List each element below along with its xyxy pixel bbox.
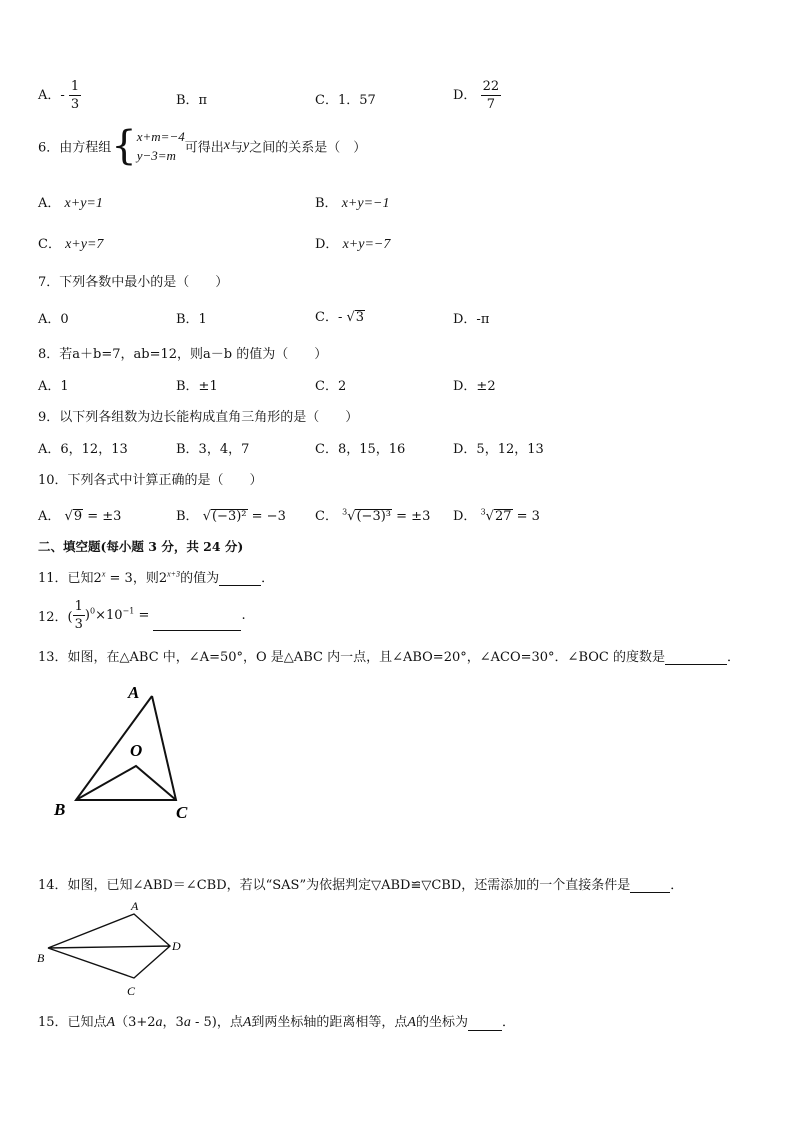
q6-option-a: A． x+y=1 [38,196,103,211]
q5-option-b: B．π [176,93,208,108]
label-o: O [130,741,143,760]
label-c: C [176,803,188,822]
equation-system: x+m=−4 y−3=m [136,129,185,163]
q6-option-b: B． x+y=−1 [315,196,390,211]
answer-blank[interactable] [153,616,241,631]
q6-stem: 6．由方程组{ x+m=−4 y−3=m 可得出x与y之间的关系是（ ） [38,123,367,169]
q14-stem: 14．如图，已知∠ABD＝∠CBD，若以“SAS”为依据判定▽ABD≌▽CBD，还需添加的一个直接条件是 ． [38,878,684,893]
answer-blank[interactable] [468,1016,502,1031]
label-d: D [172,939,181,953]
q8-option-a: A．1 [38,379,69,394]
q9-option-c: C．8，15，16 [315,442,406,457]
q5-option-a: A．- $\frac{1}{3}$ [38,79,80,112]
q10-option-b: B． √(−3)² = −3 [176,509,286,524]
q5-option-c: C．1．57 [315,93,376,108]
q7-option-b: B．1 [176,312,207,327]
triangle-abc [76,696,176,800]
q8-option-b: B．±1 [176,379,218,394]
q10-option-c: C． $^3$√(−3)³ = ±3 [315,507,431,524]
q9-option-a: A．6，12，13 [38,442,128,457]
q7-option-a: A．0 [38,312,69,327]
q10-option-a: A． √9 = ±3 [38,509,122,524]
q10-option-d: D． $^3$√27 = 3 [453,507,540,524]
section-heading: 二、填空题(每小题 3 分，共 24 分) [38,539,244,554]
q10-stem: 10．下列各式中计算正确的是（ ） [38,473,263,488]
q12-stem: 12．( $\frac{1}{3}$ )$^0\times 10^{-1}$ = . [38,599,246,632]
answer-blank[interactable] [665,650,727,665]
q7-stem: 7．下列各数中最小的是（ ） [38,275,229,290]
q7-option-c: C．- √3 [315,310,365,325]
q8-option-d: D．±2 [453,379,496,394]
q9-option-d: D．5，12，13 [453,442,544,457]
label-a: A [131,899,139,913]
answer-blank[interactable] [630,878,670,893]
q15-stem: 15．已知点A（3+2a，3a - 5)，点A到两坐标轴的距离相等，点A的坐标为 ． [38,1015,516,1030]
q9-option-b: B．3，4，7 [176,442,250,457]
label-b: B [54,800,66,819]
q6-option-c: C． x+y=7 [38,237,104,252]
q5-option-d: D． $\frac{22}{7}$ [453,79,500,112]
brace-symbol: { [111,123,137,169]
label-a: A [128,683,140,702]
q13-stem: 13．如图，在△ABC 中，∠A=50°，O 是△ABC 内一点，且∠ABO=20°，∠ACO=30°．∠BOC 的度数是 ． [38,650,740,665]
answer-blank[interactable] [219,571,261,586]
fraction-one-third: $\frac{1}{3}$ [70,79,80,112]
q8-stem: 8．若a＋b=7，ab=12，则a－b 的值为（ ） [38,347,328,362]
kite-figure-14 [34,896,194,1004]
kite-abcd [48,914,170,978]
q7-option-d: D．-π [453,312,490,327]
label-c: C [127,984,136,998]
triangle-figure-13 [40,678,210,828]
fraction-22-7: $\frac{22}{7}$ [482,79,500,112]
triangle-obc [76,766,176,800]
q9-stem: 9．以下列各组数为边长能构成直角三角形的是（ ） [38,410,359,425]
q11-stem: 11．已知$2^x = 3$，则$2^{x+3}$的值为 ． [38,569,275,586]
fraction-one-third: $\frac{1}{3}$ [74,599,83,632]
label-b: B [37,951,45,965]
q6-option-d: D． x+y=−7 [315,237,391,252]
q8-option-c: C．2 [315,379,347,394]
